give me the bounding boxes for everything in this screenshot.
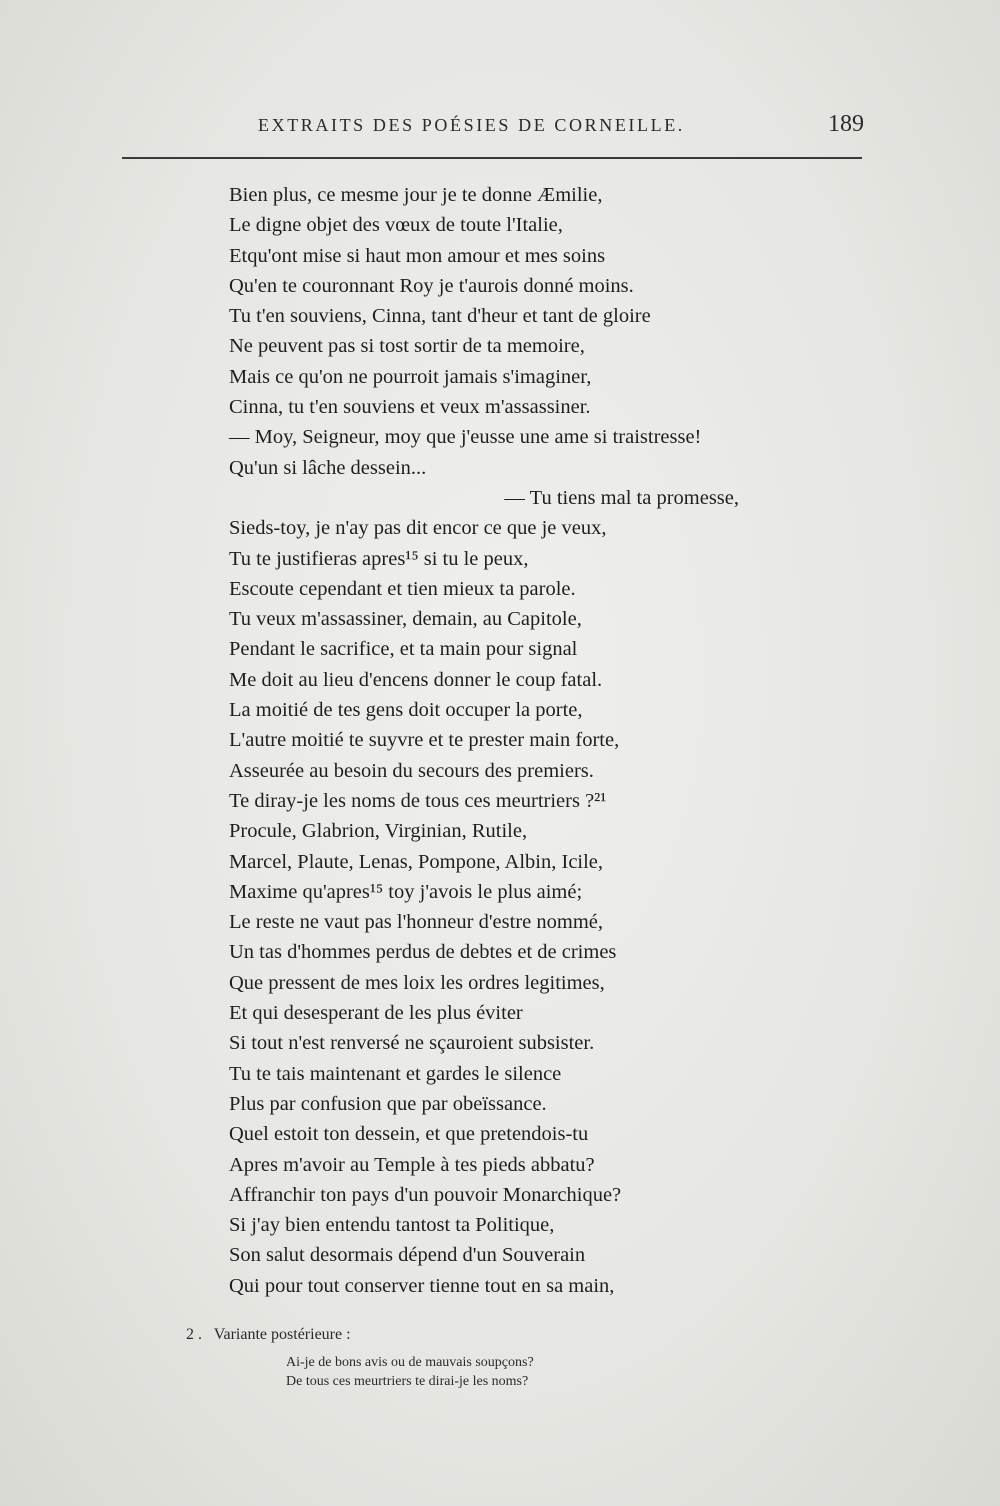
verse-line: Escoute cependant et tien mieux ta parole. (229, 577, 576, 600)
verse-line: Un tas d'hommes perdus de debtes et de crimes (229, 941, 617, 964)
footnote-heading (186, 1326, 351, 1344)
verse-line: La moitié de tes gens doit occuper la porte, (229, 699, 583, 722)
verse-line: Son salut desormais dépend d'un Souverain (229, 1244, 586, 1267)
verse-line: Pendant le sacrifice, et ta main pour signal (229, 638, 578, 661)
verse-line: Etqu'ont mise si haut mon amour et mes soins (229, 244, 606, 267)
verse-line: Maxime qu'apres¹⁵ toy j'avois le plus aimé; (229, 880, 583, 903)
verse-line: Marcel, Plaute, Lenas, Pompone, Albin, Icile, (229, 850, 604, 873)
footnote-variant (286, 1353, 534, 1391)
verse-line: Affranchir ton pays d'un pouvoir Monarchique? (229, 1183, 622, 1206)
footnote-number: 2 . (186, 1326, 202, 1343)
verse-line: Sieds-toy, je n'ay pas dit encor ce que je veux, (229, 517, 607, 540)
verse-line: L'autre moitié te suyvre et te prester main forte, (229, 729, 620, 752)
verse-block (229, 180, 789, 1301)
verse-line: Tu veux m'assassiner, demain, au Capitole, (229, 608, 582, 631)
verse-line: Et qui desesperant de les plus éviter (229, 1002, 523, 1025)
verse-line: Si tout n'est renversé ne sçauroient subsister. (229, 1032, 595, 1055)
verse-line: Asseurée au besoin du secours des premiers. (229, 759, 594, 782)
verse-line: Apres m'avoir au Temple à tes pieds abbatu? (229, 1153, 595, 1176)
header-rule (122, 157, 862, 159)
running-title: EXTRAITS DES POÉSIES DE CORNEILLE. (258, 115, 685, 135)
footnote-line: Ai-je de bons avis ou de mauvais soupçons? (286, 1355, 534, 1370)
verse-line: Ne peuvent pas si tost sortir de ta memoire, (229, 335, 585, 358)
verse-line: Te diray-je les noms de tous ces meurtriers ?²¹ (229, 789, 607, 812)
verse-line: Cinna, tu t'en souviens et veux m'assassiner. (229, 396, 591, 419)
verse-line: Tu t'en souviens, Cinna, tant d'heur et tant de gloire (229, 305, 651, 328)
footnote-line: De tous ces meurtriers te dirai-je les noms? (286, 1374, 529, 1389)
verse-line: Plus par confusion que par obeïssance. (229, 1092, 547, 1115)
verse-line: Mais ce qu'on ne pourroit jamais s'imaginer, (229, 365, 592, 388)
verse-line: Quel estoit ton dessein, et que pretendois-tu (229, 1123, 589, 1146)
verse-line: Le digne objet des vœux de toute l'Italie, (229, 214, 563, 237)
verse-line: Me doit au lieu d'encens donner le coup fatal. (229, 668, 603, 691)
verse-line: Tu te tais maintenant et gardes le silence (229, 1062, 562, 1085)
verse-line: Le reste ne vaut pas l'honneur d'estre nommé, (229, 911, 603, 934)
page-number: 189 (828, 111, 864, 137)
verse-line: Qu'en te couronnant Roy je t'aurois donné moins. (229, 274, 634, 297)
footnote-label: Variante postérieure : (213, 1326, 351, 1343)
verse-line: Qui pour tout conserver tienne tout en sa main, (229, 1274, 615, 1297)
verse-line: Que pressent de mes loix les ordres legitimes, (229, 971, 605, 994)
verse-line: Bien plus, ce mesme jour je te donne Æmilie, (229, 184, 603, 206)
verse-line-indented: — Tu tiens mal ta promesse, (504, 486, 739, 509)
verse-line: — Moy, Seigneur, moy que j'eusse une ame si traistresse! (229, 426, 702, 449)
verse-line: Si j'ay bien entendu tantost ta Politique, (229, 1214, 555, 1237)
verse-line: Tu te justifieras apres¹⁵ si tu le peux, (229, 547, 529, 570)
verse-line: Procule, Glabrion, Virginian, Rutile, (229, 820, 528, 843)
verse-line: Qu'un si lâche dessein... (229, 456, 427, 479)
